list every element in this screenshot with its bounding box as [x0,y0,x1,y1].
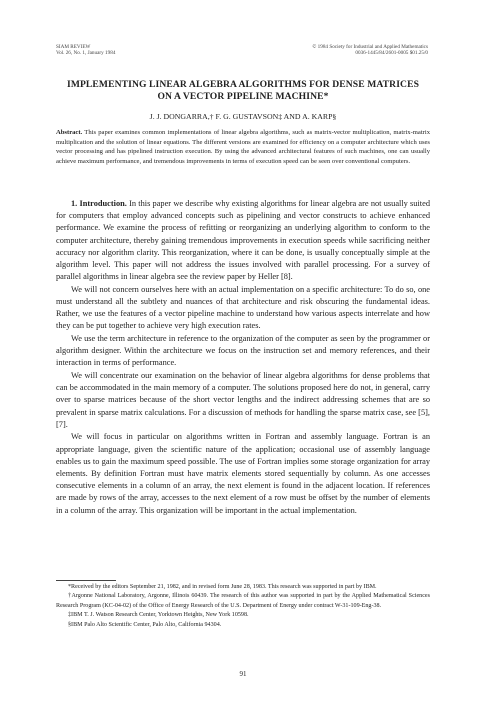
journal-header-left [56,44,115,56]
copyright-line: © 1984 Society for Industrial and Applied Mathematics [312,44,428,50]
body-text [56,198,430,517]
section-heading: 1. Introduction. [71,199,127,208]
authors: J. J. DONGARRA,† F. G. GUSTAVSON‡ AND A. KARP§ [149,112,337,121]
paragraph-2: We will not concern ourselves here with an actual implementation on a specific architecture: To do so, one must understand all the subtlety and nuances of that architecture and risk obscuring the fundamental ideas. Rather, we use the features of a vector pipeline machine to understand how various aspects interrelate and how they can be put together to achieve very high execution rates. [56,284,430,331]
abstract [56,128,430,166]
paragraph-1-text: In this paper we describe why existing algorithms for linear algebra are not usually suited for computers that employ advanced concepts such as pipelining and vector constructs to achieve enhanced performance. We examine the process of refitting or reorganizing an underlying algorithm to conform to the computer architecture, thereby gaining tremendous improvements in execution speeds while sacrificing neither accuracy nor algorithm clarity. This reorganization, where it can be done, is usually conceptually simple at the algorithm level. This paper will not address the issues involved with parallel processing. For a survey of parallel algorithms in linear algebra see the review paper by Heller [8]. [56,199,430,282]
journal-name: SIAM REVIEW [56,44,91,50]
paragraph-1 [56,198,430,283]
footnote-rule [56,580,116,581]
paragraph-5: We will focus in particular on algorithms written in Fortran and assembly language. Fortran is an appropriate language, given the scientific nature of the application; occasional use of assembly language enables us to gain the maximum speed possible. The use of Fortran implies some storage organization for array elements. By definition Fortran must have matrix elements stored sequentially by column. As one accesses consecutive elements in a column of an array, the next element is found in the adjacent location. If references are made by rows of the array, accesses to the next element of a row must be offset by the number of elements in a column of the array. This organization will be important in the actual implementation. [56,432,430,515]
title-line-2: ON A VECTOR PIPELINE MACHINE* [157,90,329,102]
paper-title [40,79,446,102]
page-number: 91 [239,670,247,678]
abstract-label: Abstract. [56,129,83,136]
abstract-text: This paper examines common implementations of linear algebra algorithms, such as matrix-vector multiplication, matrix-matrix multiplication and the solution of linear equations. The different versions are examined for efficiency on a computer architecture which uses vector processing and has pipelined instruction execution. By using the advanced architectural features of such machines, one can usually achieve maximum performance, and tremendous improvements in terms of execution speed can be seen over conventional computers. [56,129,430,165]
footnote-received: *Received by the editors September 21, 1982, and in revised form June 28, 1983. This research was supported in part by IBM. [68,584,377,590]
journal-volume: Vol. 26, No. 1, January 1984 [56,50,116,56]
footnotes [56,583,430,630]
paragraph-4: We will concentrate our examination on the behavior of linear algebra algorithms for dense problems that can be accommodated in the main memory of a computer. The solutions proposed here do not, in general, carry over to sparse matrices because of the short vector lengths and the indirect addressing schemes that are so prevalent in sparse matrix calculations. For a discussion of methods for handling the sparse matrix case, see [5], [7]. [56,371,430,429]
footnote-argonne: †Argonne National Laboratory, Argonne, Illinois 60439. The research of this author was supported in part by the Applied Mathematical Sciences Research Program (KC-04-02) of the Office of Energy Research of the U.S. Department of Energy under contract W-31-109-Eng-38. [56,593,430,609]
title-line-1: IMPLEMENTING LINEAR ALGEBRA ALGORITHMS FOR DENSE MATRICES [66,79,419,90]
footnote-watson: ‡IBM T. J. Watson Research Center, Yorktown Heights, New York 10598. [68,612,249,619]
paragraph-3: We use the term architecture in reference to the organization of the computer as seen by the programmer or algorithm designer. Within the architecture we focus on the instruction set and memory references, and their interaction in terms of performance. [56,334,430,368]
journal-header-right [312,44,428,56]
footnote-palo-alto: §IBM Palo Alto Scientific Center, Palo Alto, California 94304. [68,621,222,628]
issn-line: 0036-1445/84/2601-0005 $01.25/0 [355,50,428,56]
